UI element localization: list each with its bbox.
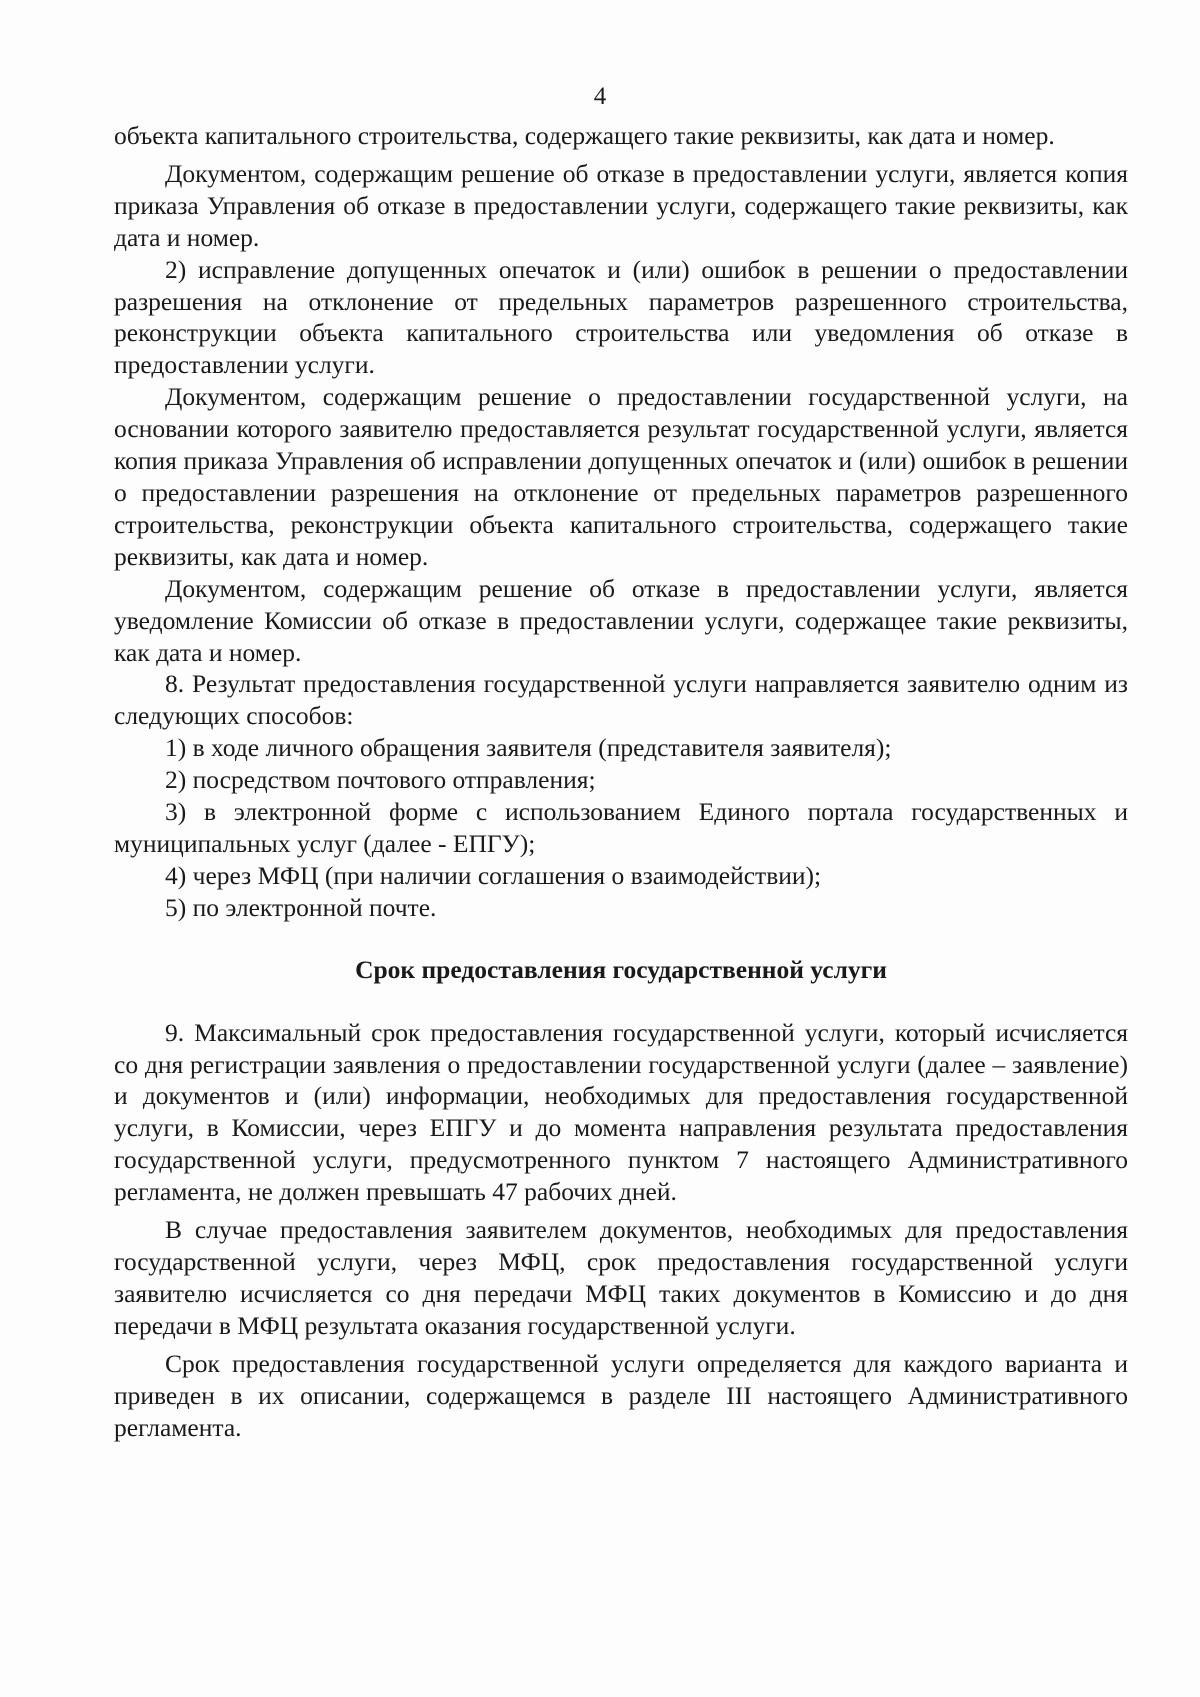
paragraph-correction-item: 2) исправление допущенных опечаток и (или) ошибок в решении о предоставлении разрешения на отклонение от предельных параметров разрешенного строительства, реконструкции объекта капитального строительства или уведомления об отказе в предоставлении услуги. — [114, 254, 1128, 380]
page-number: 4 — [593, 83, 607, 110]
section-heading: Срок предоставления государственной услуги — [355, 954, 887, 984]
document-body — [114, 120, 1128, 1443]
paragraph-refusal-document: Документом, содержащим решение об отказе в предоставлении услуги, является копия приказа Управления об отказе в предоставлении услуги, содержащего такие реквизиты, как дата и номер. — [114, 158, 1128, 252]
paragraph-result-delivery: 8. Результат предоставления государственной услуги направляется заявителю одним из следующих способов: — [114, 669, 1128, 731]
list-item-postal: 2) посредством почтового отправления; — [165, 765, 596, 795]
paragraph-decision-document: Документом, содержащим решение о предоставлении государственной услуги, на основании которого заявителю предоставляется результат государственной услуги, является копия приказа Управления об исправлении допущенных опечаток и (или) ошибок в решении о предоставлении разрешения на отклонение от предельных параметров разрешенного строительства, реконструкции объекта капитального строительства, содержащего такие реквизиты, как дата и номер. — [114, 382, 1128, 571]
paragraph-continuation: объекта капитального строительства, содержащего такие реквизиты, как дата и номер. — [114, 121, 1055, 150]
list-item-email: 5) по электронной почте. — [165, 892, 437, 922]
list-item-personal-visit: 1) в ходе личного обращения заявителя (представителя заявителя); — [165, 733, 892, 763]
paragraph-refusal-notice: Документом, содержащим решение об отказе в предоставлении услуги, является уведомление Комиссии об отказе в предоставлении услуги, содержащее такие реквизиты, как дата и номер. — [114, 573, 1128, 667]
list-item-mfc: 4) через МФЦ (при наличии соглашения о взаимодействии); — [165, 860, 822, 890]
paragraph-variant-term: Срок предоставления государственной услуги определяется для каждого варианта и приведен в их описании, содержащемся в разделе III настоящего Административного регламента. — [114, 1348, 1128, 1442]
paragraph-max-term: 9. Максимальный срок предоставления государственной услуги, который исчисляется со дня регистрации заявления о предоставлении государственной услуги (далее – заявление) и документов и (или) информации, необходимых для предоставления государственной услуги, в Комиссии, через ЕПГУ и до момента направления результата предоставления государственной услуги, предусмотренного пунктом 7 настоящего Административного регламента, не должен превышать 47 рабочих дней. — [114, 1017, 1128, 1207]
list-item-epgu: 3) в электронной форме с использованием Единого портала государственных и муниципальных услуг (далее - ЕПГУ); — [114, 797, 1128, 858]
paragraph-mfc-term: В случае предоставления заявителем документов, необходимых для предоставления государственной услуги, через МФЦ, срок предоставления государственной услуги заявителю исчисляется со дня передачи МФЦ таких документов в Комиссию и до дня передачи в МФЦ результата оказания государственной услуги. — [114, 1215, 1128, 1340]
